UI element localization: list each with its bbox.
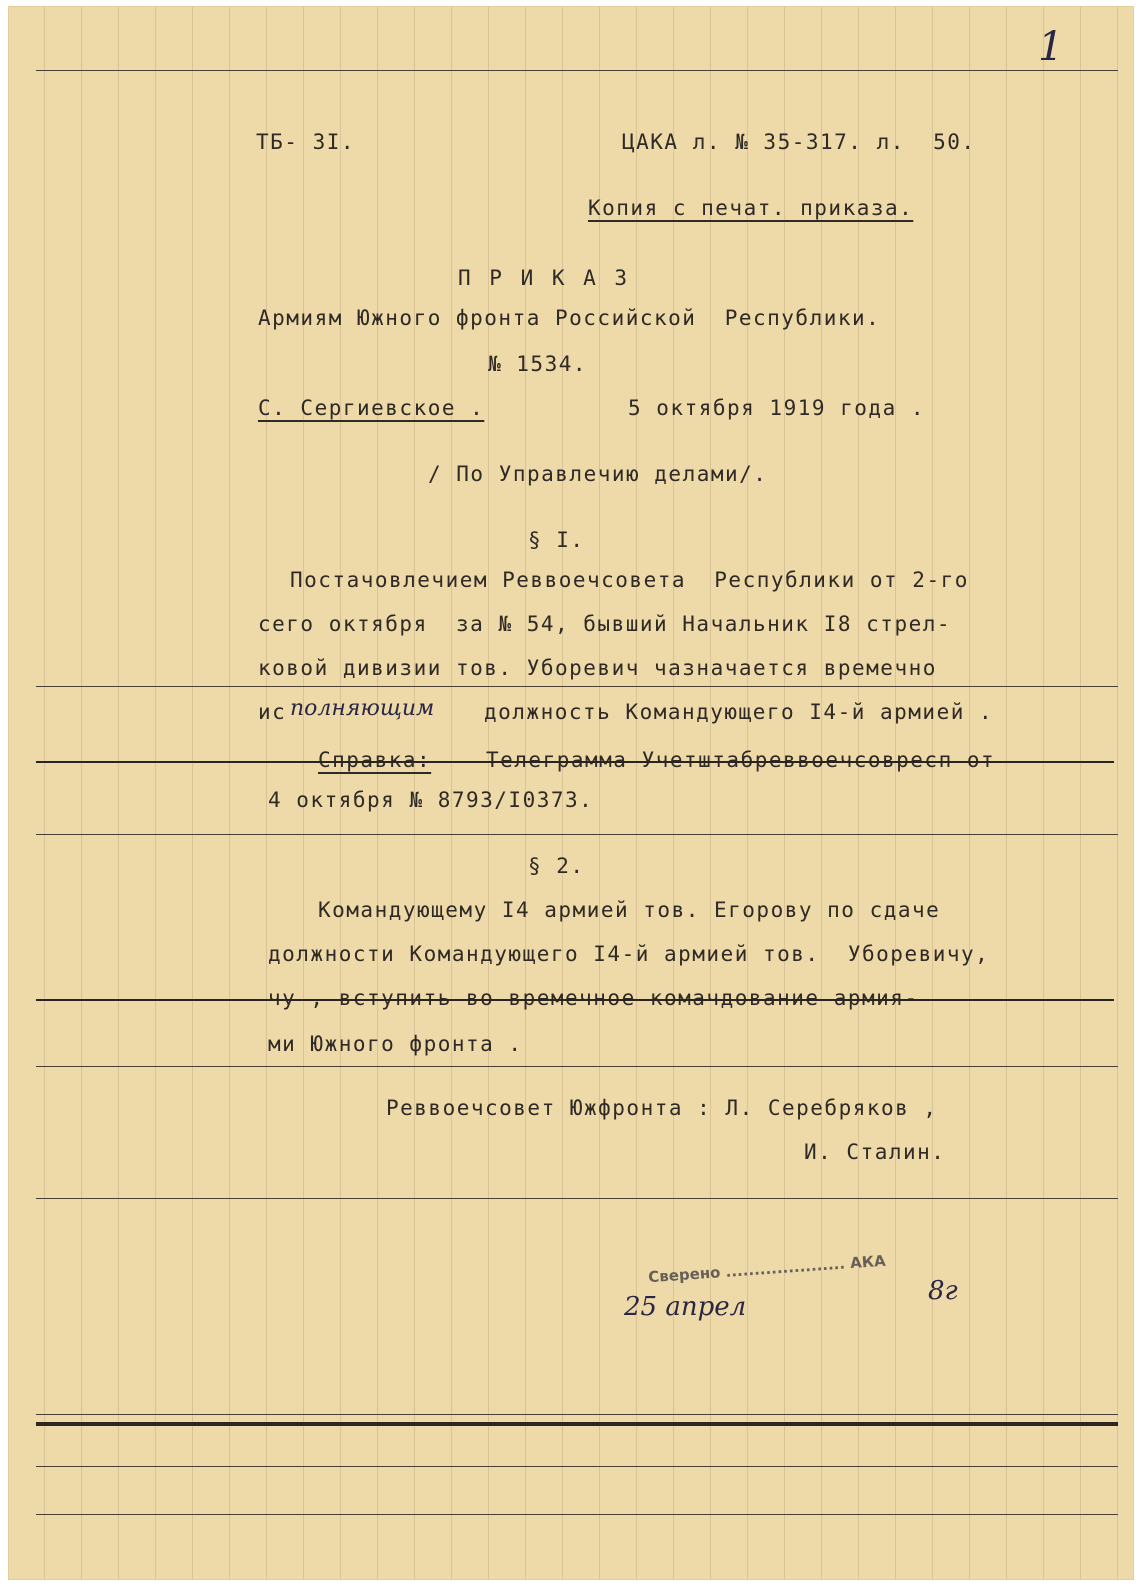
ruled-line-3 (36, 1066, 1118, 1067)
para1-line-3: ковой дивизии тов. Уборевич чазначается времечно (258, 656, 937, 680)
para1-line-2: сего октября за № 54, бывший Начальник I8 стрел- (258, 612, 952, 636)
document-sheet (8, 6, 1134, 1580)
section-note: / По Управлечию делами/. (428, 462, 768, 486)
bottom-rule (36, 1422, 1118, 1426)
order-title: П Р И К А З (458, 266, 631, 290)
order-subtitle: Армиям Южного фронта Российской Республики. (258, 306, 881, 330)
reference-text: Телеграмма Учетштабреввоечсовресп от (486, 748, 996, 772)
ruled-line-4 (36, 1198, 1118, 1199)
ref-left: ТБ- 3I. (256, 130, 356, 154)
top-rule (36, 70, 1118, 71)
stamp-handwritten-date: 25 апрел (624, 1292, 747, 1322)
handwritten-correction: полняющим (290, 696, 435, 721)
signature-line-2: И. Сталин. (804, 1140, 946, 1164)
para2-line-4: ми Южного фронта . (268, 1032, 523, 1056)
ref-right: ЦАКА л. № 35-317. л. 50. (622, 130, 976, 154)
order-number: № 1534. (488, 352, 588, 376)
signature-line-1: Реввоечсовет Южфронта : Л. Серебряков , (386, 1096, 938, 1120)
reference-label: Справка: (318, 748, 432, 772)
para2-line-2: должности Командующего I4-й армией тов. Уборевичу, (268, 942, 990, 966)
strike-line-1 (36, 761, 1114, 763)
reference-line-2: 4 октября № 8793/I0373. (268, 788, 594, 812)
para2-heading: § 2. (528, 854, 585, 878)
ruled-line-2 (36, 834, 1118, 835)
para1-line-1: Постачовлечием Реввоечсовета Республики от 2-го (290, 568, 969, 592)
para1-heading: § I. (528, 528, 585, 552)
para1-line-4-end: должность Командующего I4-й армией . (484, 700, 994, 724)
order-place: С. Сергиевское . (258, 396, 485, 420)
order-date: 5 октября 1919 года . (628, 396, 926, 420)
ruled-line-7 (36, 1514, 1118, 1515)
archive-stamp: Сверено ..................... АКА (647, 1251, 887, 1287)
strike-line-2 (36, 999, 1114, 1001)
para2-line-3: чу , вступить во времечное комачдование армия- (268, 986, 919, 1010)
stamp-handwritten-year: 8г (928, 1276, 958, 1306)
ruled-line-6 (36, 1466, 1118, 1467)
copy-note: Копия с печат. приказа. (588, 196, 914, 220)
folio-number: 1 (1038, 24, 1064, 70)
ruled-line-5 (36, 1414, 1118, 1415)
ruled-line-1 (36, 686, 1118, 687)
para1-line-4-start: ис (258, 700, 287, 724)
para2-line-1: Командующему I4 армией тов. Егорову по сдаче (318, 898, 941, 922)
